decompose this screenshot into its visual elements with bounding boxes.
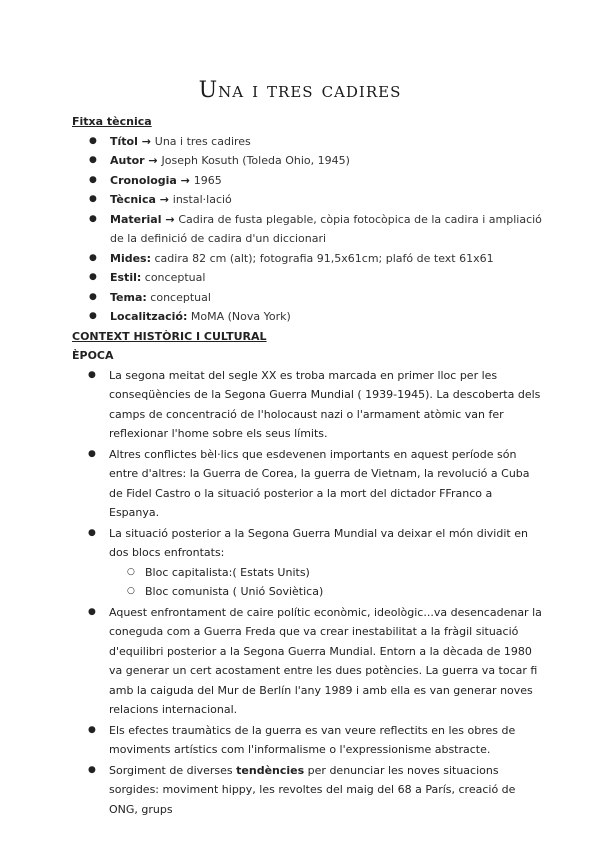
fitxa-item-tema: ● Tema: conceptual [72,288,542,308]
fitxa-item-titol: ● Títol → Una i tres cadires [72,132,542,152]
epoca-subheading: ÈPOCA [72,349,114,362]
context-paragraph: ● Sorgiment de diverses tendències per denunciar les noves situacions sorgides: moviment hippy, les revoltes del maig del 68 a París, creació de ONG, grups [72,761,542,820]
context-heading: CONTEXT HISTÒRIC I CULTURAL [72,329,267,343]
fitxa-list [72,132,542,327]
fitxa-item-tecnica: ● Tècnica → instal·lació [72,190,542,210]
context-paragraph-blocs: ● La situació posterior a la Segona Guerra Mundial va deixar el món dividit en dos blocs enfrontats: ○ Bloc capitalista:( Estats Units) ○ Bloc comunista ( Unió Soviètica) [72,524,542,602]
context-paragraph: ● Aquest enfrontament de caire polític econòmic, ideològic...va desencadenar la coneguda com a Guerra Freda que va crear inestabilitat a la fràgil situació d'equilibri posterior a la Segona Guerra Mundial. Entorn a la dècada de 1980 va generar un cert acostament entre les dues potències. La guerra va tocar fi amb la caiguda del Mur de Berlín l'any 1989 i amb ella es van generar noves relacions internacional. [72,603,542,720]
fitxa-item-mides: ● Mides: cadira 82 cm (alt); fotografia 91,5x61cm; plafó de text 61x61 [72,249,542,269]
blocs-list [109,563,542,602]
context-paragraph: ● Els efectes traumàtics de la guerra es van veure reflectits en les obres de moviments artístics com l'informalisme o l'expressionisme abstracte. [72,721,542,760]
fitxa-item-estil: ● Estil: conceptual [72,268,542,288]
fitxa-heading: Fitxa tècnica [72,115,152,128]
bloc-item: ○ Bloc capitalista:( Estats Units) [109,563,542,583]
fitxa-item-material: ● Material → Cadira de fusta plegable, còpia fotocòpica de la cadira i ampliació de la definició de cadira d'un diccionari [72,210,542,249]
fitxa-item-autor: ● Autor → Joseph Kosuth (Toleda Ohio, 1945) [72,151,542,171]
document-title: Una i tres cadires [198,78,402,103]
bloc-item: ○ Bloc comunista ( Unió Soviètica) [109,582,542,602]
context-paragraph: ● La segona meitat del segle XX es troba marcada en primer lloc per les conseqüències de la Segona Guerra Mundial ( 1939-1945). La descoberta dels camps de concentració de l'holocaust nazi o l'armament atòmic van fer reflexionar l'home sobre els seus límits. [72,366,542,444]
context-list [72,366,542,820]
document-body [72,112,542,820]
context-paragraph: ● Altres conflictes bèl·lics que esdevenen importants en aquest període són entre d'altres: la Guerra de Corea, la guerra de Vietnam, la revolució a Cuba de Fidel Castro o la situació posterior a la mort del dictador FFranco a Espanya. [72,445,542,523]
fitxa-item-localitzacio: ● Localització: MoMA (Nova York) [72,307,542,327]
fitxa-item-cronologia: ● Cronologia → 1965 [72,171,542,191]
